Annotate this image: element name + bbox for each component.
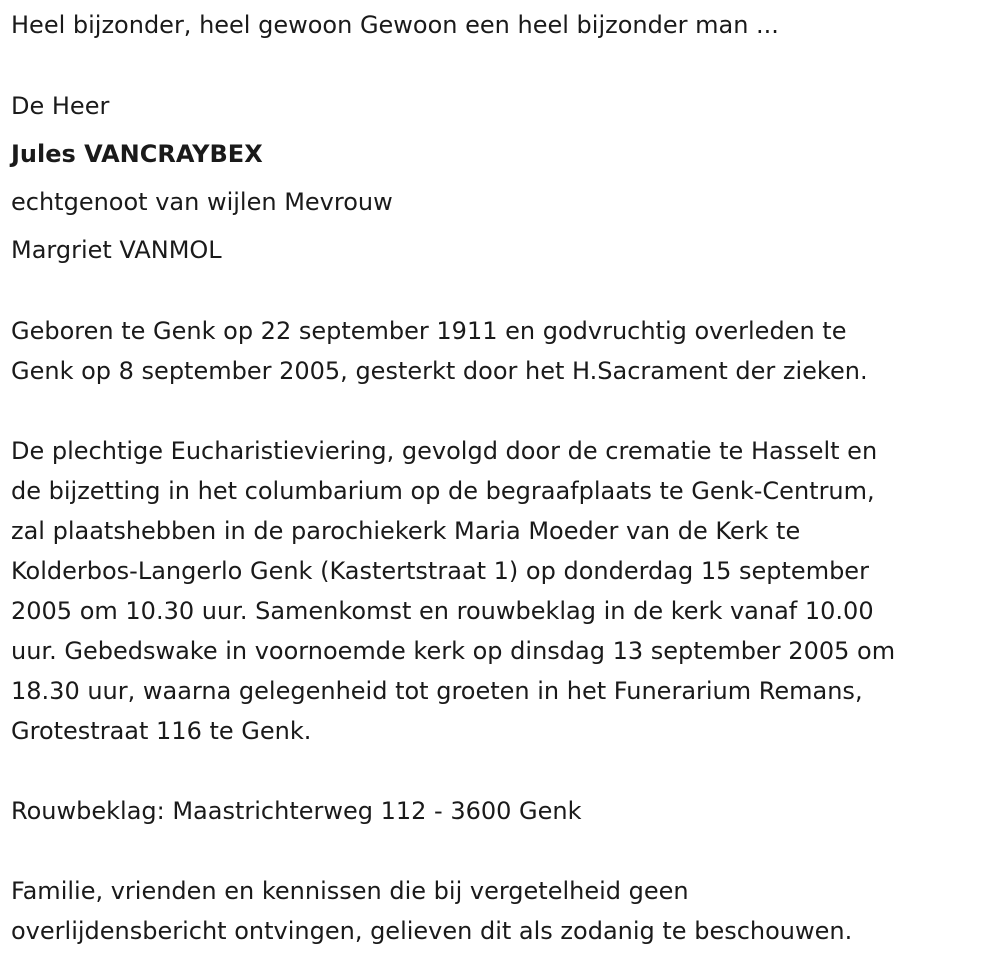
- closing-paragraph: [11, 871, 996, 951]
- spacer: [11, 391, 996, 431]
- spouse-line-2: Margriet VANMOL: [11, 236, 222, 264]
- spacer: [11, 270, 996, 311]
- ceremony-paragraph: [11, 431, 996, 751]
- deceased-name: Jules VANCRAYBEX: [11, 140, 263, 168]
- intro-text: Heel bijzonder, heel gewoon Gewoon een heel bijzonder man ...: [11, 11, 779, 39]
- closing-line: overlijdensbericht ontvingen, gelieven dit als zodanig te beschouwen.: [11, 917, 853, 945]
- ceremony-line: uur. Gebedswake in voornoemde kerk op dinsdag 13 september 2005 om: [11, 637, 896, 665]
- salutation: De Heer: [11, 92, 110, 120]
- ceremony-line: zal plaatshebben in de parochiekerk Maria Moeder van de Kerk te: [11, 517, 801, 545]
- ceremony-line: de bijzetting in het columbarium op de begraafplaats te Genk-Centrum,: [11, 477, 875, 505]
- ceremony-line: Grotestraat 116 te Genk.: [11, 717, 312, 745]
- birth-death-line: Genk op 8 september 2005, gesterkt door het H.Sacrament der zieken.: [11, 357, 868, 385]
- condolence-address: Rouwbeklag: Maastrichterweg 112 - 3600 Genk: [11, 797, 582, 825]
- ceremony-line: Kolderbos-Langerlo Genk (Kastertstraat 1) op donderdag 15 september: [11, 557, 869, 585]
- ceremony-line: De plechtige Eucharistieviering, gevolgd door de crematie te Hasselt en: [11, 437, 878, 465]
- obituary-document: [11, 0, 996, 951]
- ceremony-line: 18.30 uur, waarna gelegenheid tot groeten in het Funerarium Remans,: [11, 677, 863, 705]
- spacer: [11, 751, 996, 791]
- spouse-line-1: echtgenoot van wijlen Mevrouw: [11, 188, 393, 216]
- closing-line: Familie, vrienden en kennissen die bij vergetelheid geen: [11, 877, 689, 905]
- birth-death-paragraph: [11, 311, 996, 391]
- ceremony-line: 2005 om 10.30 uur. Samenkomst en rouwbeklag in de kerk vanaf 10.00: [11, 597, 874, 625]
- spacer: [11, 45, 996, 86]
- spacer: [11, 831, 996, 871]
- birth-death-line: Geboren te Genk op 22 september 1911 en godvruchtig overleden te: [11, 317, 847, 345]
